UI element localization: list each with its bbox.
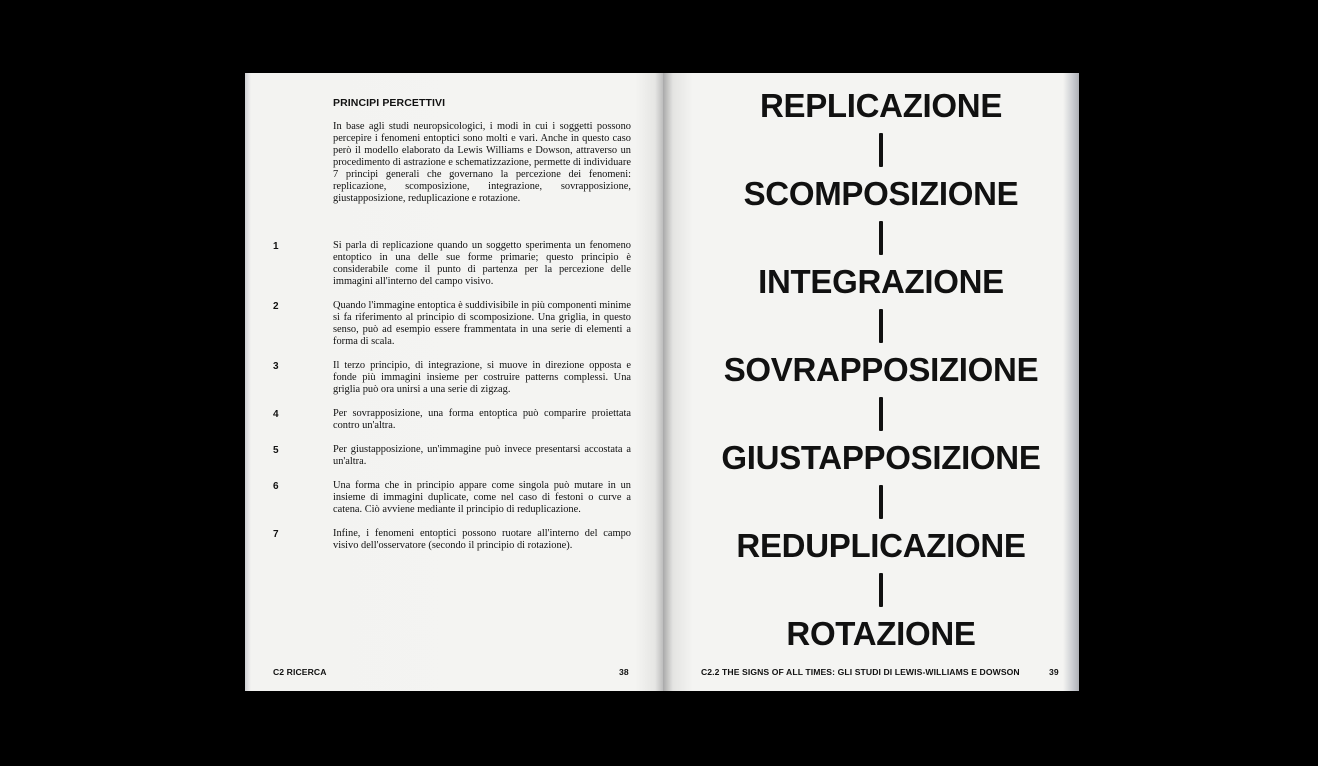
item-number: 1 [273, 241, 279, 252]
running-footer: C2 RICERCA [273, 667, 327, 677]
principle-word: ROTAZIONE [786, 615, 976, 652]
right-page [663, 73, 1079, 691]
connector-bar [879, 397, 883, 431]
item-number: 4 [273, 409, 279, 420]
connector-bar [879, 485, 883, 519]
connector-bar [879, 221, 883, 255]
principle-word: SOVRAPPOSIZIONE [723, 351, 1039, 388]
principle-word: INTEGRAZIONE [758, 263, 1004, 300]
running-footer: C2.2 THE SIGNS OF ALL TIMES: GLI STUDI DI LEWIS-WILLIAMS E DOWSON [701, 667, 1020, 677]
item-text: Per sovrapposizione, una forma entoptica può comparire proiettata contro un'altra. [333, 408, 631, 431]
principles-diagram [663, 87, 1099, 653]
item-text: Quando l'immagine entoptica è suddivisibile in più componenti minime si fa riferimento al principio di scomposizione. Una griglia, in questo senso, può ad esempio essere frammentata in una serie di elementi a forma di scala. [333, 300, 631, 347]
principle-word: GIUSTAPPOSIZIONE [721, 439, 1041, 476]
connector-bar [879, 309, 883, 343]
item-text: Per giustapposizione, un'immagine può invece presentarsi accostata a un'altra. [333, 444, 631, 467]
intro-paragraph: In base agli studi neuropsicologici, i modi in cui i soggetti possono percepire i fenomeni entoptici sono molti e vari. Anche in questo caso però il modello elaborato da Lewis Williams e Dowson, attraverso un procedimento di astrazione e schematizzazione, permette di individuare 7 principi generali che governano la percezione dei fenomeni: replicazione, scomposizione, integrazione, sovrapposizione, giustapposizione, reduplicazione e rotazione. [333, 121, 631, 204]
item-number: 7 [273, 529, 279, 540]
item-number: 5 [273, 445, 279, 456]
connector-bar [879, 133, 883, 167]
item-text: Si parla di replicazione quando un soggetto sperimenta un fenomeno entoptico in una delle sue forme primarie; questo principio è considerabile come il punto di partenza per la percezione delle immagini all'interno del campo visivo. [333, 240, 631, 287]
principle-word: REDUPLICAZIONE [736, 527, 1026, 564]
item-number: 6 [273, 481, 279, 492]
page-number: 39 [1049, 667, 1059, 677]
principle-word: SCOMPOSIZIONE [743, 175, 1019, 212]
left-page [245, 73, 663, 691]
item-number: 2 [273, 301, 279, 312]
item-text: Infine, i fenomeni entoptici possono ruotare all'interno del campo visivo dell'osservatore (secondo il principio di rotazione). [333, 528, 631, 551]
connector-bar [879, 573, 883, 607]
item-text: Una forma che in principio appare come singola può mutare in un insieme di immagini duplicate, come nel caso di festoni o curve a catena. Ciò avviene mediante il principio di reduplicazione. [333, 480, 631, 515]
section-heading: PRINCIPI PERCETTIVI [333, 97, 446, 109]
item-number: 3 [273, 361, 279, 372]
item-text: Il terzo principio, di integrazione, si muove in direzione opposta e fonde più immagini insieme per costruire patterns complessi. Una griglia può ora unirsi a una serie di zigzag. [333, 360, 631, 395]
principle-word: REPLICAZIONE [759, 87, 1003, 124]
page-number: 38 [619, 667, 629, 677]
